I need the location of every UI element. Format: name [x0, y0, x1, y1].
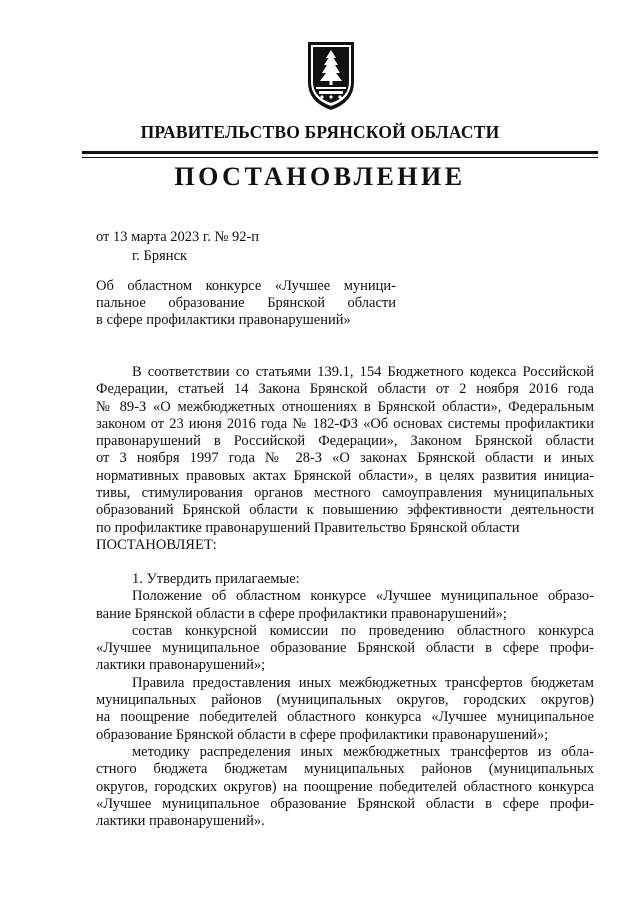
text-line: по профилактике правонарушений Правительство Брянской области — [96, 519, 520, 536]
clauses-section — [96, 571, 594, 830]
text-line: законом от 23 июня 2016 года № 182-ФЗ «Об основах системы профилактики — [96, 415, 594, 432]
text-line: тивы, стимулирования органов местного самоуправления муниципальных — [96, 485, 594, 502]
header-rule-thin — [82, 157, 598, 158]
coat-of-arms-icon — [305, 40, 357, 112]
text-line: вание Брянской области в сфере профилактики правонарушений»; — [96, 605, 507, 622]
text-line: правонарушений в Российской Федерации», Законом Брянской области — [96, 433, 594, 450]
subject-line: Об областном конкурсе «Лучшее муници- — [96, 278, 396, 294]
text-line: лактики правонарушений». — [96, 813, 265, 830]
document-type: ПОСТАНОВЛЕНИЕ — [174, 162, 466, 191]
text-line: от 3 ноября 1997 года № 28-З «О законах Брянской области и иных — [96, 450, 594, 467]
text-line: стного бюджета бюджетам муниципальных районов (муниципальных — [96, 761, 594, 778]
text-line: «Лучшее муниципальное образование Брянской области в сфере профи- — [96, 640, 594, 657]
text-line: В соответствии со статьями 139.1, 154 Бюджетного кодекса Российской — [132, 364, 594, 380]
text-line: образование Брянской области в сфере профилактики правонарушений»; — [96, 726, 549, 743]
clause-item — [96, 588, 594, 623]
subject-line: в сфере профилактики правонарушений» — [96, 312, 351, 328]
text-line: муниципальных районов (муниципальных округов, городских округов) — [96, 692, 594, 709]
header-rule-thick — [82, 151, 598, 154]
text-line: лактики правонарушений»; — [96, 657, 266, 674]
text-line: образований Брянской области к повышению эффективности деятельности — [96, 502, 594, 519]
preamble-paragraph — [96, 364, 594, 554]
text-line: «Лучшее муниципальное образование Брянской области в сфере профи- — [96, 795, 594, 812]
government-title: ПРАВИТЕЛЬСТВО БРЯНСКОЙ ОБЛАСТИ — [140, 122, 500, 142]
text-line: № 89-З «О межбюджетных отношениях в Брянской области», Федеральным — [96, 398, 594, 415]
text-line: Положение об областном конкурсе «Лучшее муниципальное образо- — [132, 588, 594, 605]
text-line: состав конкурсной комиссии по проведению областного конкурса — [132, 622, 594, 639]
text-line: округов, городских округов) на поощрение победителей областного конкурса — [96, 778, 594, 795]
clause-heading: 1. Утвердить прилагаемые: — [132, 571, 300, 587]
clause-item — [96, 744, 594, 830]
text-line: Правила предоставления иных межбюджетных трансфертов бюджетам — [132, 674, 594, 691]
text-line: методику распределения иных межбюджетных трансфертов из обла- — [132, 743, 594, 760]
document-city: г. Брянск — [132, 248, 188, 264]
document-subject — [96, 278, 396, 329]
text-line: ПОСТАНОВЛЯЕТ: — [96, 536, 217, 553]
text-line: на поощрение победителей областного конкурса «Лучшее муниципальное — [96, 709, 594, 726]
clause-item — [96, 623, 594, 675]
subject-line: пальное образование Брянской области — [96, 295, 396, 311]
document-date-number: от 13 марта 2023 г. № 92-п — [96, 229, 260, 245]
text-line: нормативных правовых актах Брянской области», в целях развития инициа- — [96, 467, 594, 484]
clause-item — [96, 675, 594, 744]
text-line: Федерации, статьей 14 Закона Брянской области от 2 ноября 2016 года — [96, 381, 594, 398]
